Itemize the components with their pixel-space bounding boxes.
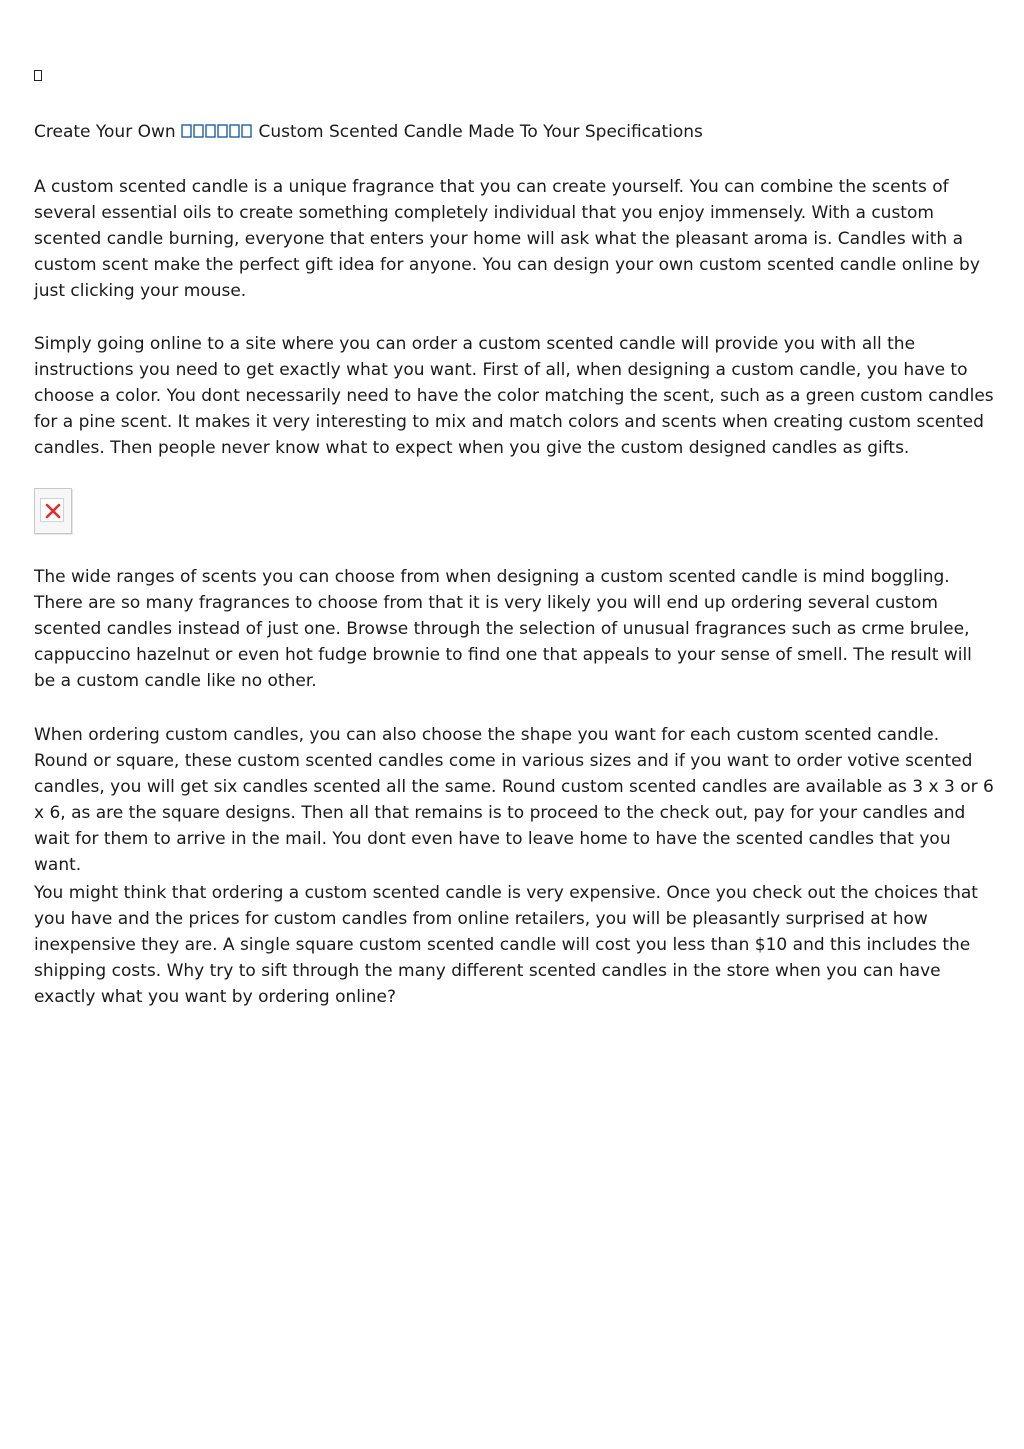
paragraph-ordering: Simply going online to a site where you can order a custom scented candle will provide you with all the instructions you need to get exactly what you want. First of all, when designing a custom candle, you have to choose a color. You dont necessarily need to have the color matching the scent, such as a green custom candles for a pine scent. It makes it very interesting to mix and match colors and scents when creating custom scented candles. Then people never know what to expect when you give the custom designed candles as gifts. (34, 334, 994, 458)
broken-image (34, 488, 72, 534)
title-link-glyph-icon (181, 119, 253, 145)
page-title (34, 119, 703, 145)
paragraph-price: You might think that ordering a custom scented candle is very expensive. Once you check out the choices that you have and the prices for custom candles from online retailers, you will be pleasantly surprised at how inexpensive they are. A single square custom scented candle will cost you less than $10 and this includes the shipping costs. Why try to sift through the many different scented candles in the store when you can have exactly what you want by ordering online? (34, 883, 978, 1007)
paragraph-scents: The wide ranges of scents you can choose from when designing a custom scented candle is mind boggling. There are so many fragrances to choose from that it is very likely you will end up ordering several custom scented candles instead of just one. Browse through the selection of unusual fragrances such as crme brulee, cappuccino hazelnut or even hot fudge brownie to find one that appeals to your sense of smell. The result will be a custom candle like no other. (34, 567, 972, 691)
title-prefix: Create Your Own (34, 122, 182, 142)
title-link[interactable] (181, 122, 253, 142)
missing-glyph-box (34, 70, 42, 81)
paragraph-intro: A custom scented candle is a unique fragrance that you can create yourself. You can combine the scents of several essential oils to create something completely individual that you enjoy immensely. With a custom scented candle burning, everyone that enters your home will ask what the pleasant aroma is. Candles with a custom scent make the perfect gift idea for anyone. You can design your own custom scented candle online by just clicking your mouse. (34, 177, 980, 301)
broken-image-frame (40, 498, 64, 522)
paragraph-shapes: When ordering custom candles, you can also choose the shape you want for each custom scented candle. Round or square, these custom scented candles come in various sizes and if you want to order votive scented candles, you will get six candles scented all the same. Round custom scented candles are available as 3 x 3 or 6 x 6, as are the square designs. Then all that remains is to proceed to the check out, pay for your candles and wait for them to arrive in the mail. You dont even have to leave home to have the scented candles that you want. (34, 725, 994, 875)
title-suffix: Custom Scented Candle Made To Your Specifications (253, 122, 703, 142)
broken-image-icon (45, 503, 61, 519)
